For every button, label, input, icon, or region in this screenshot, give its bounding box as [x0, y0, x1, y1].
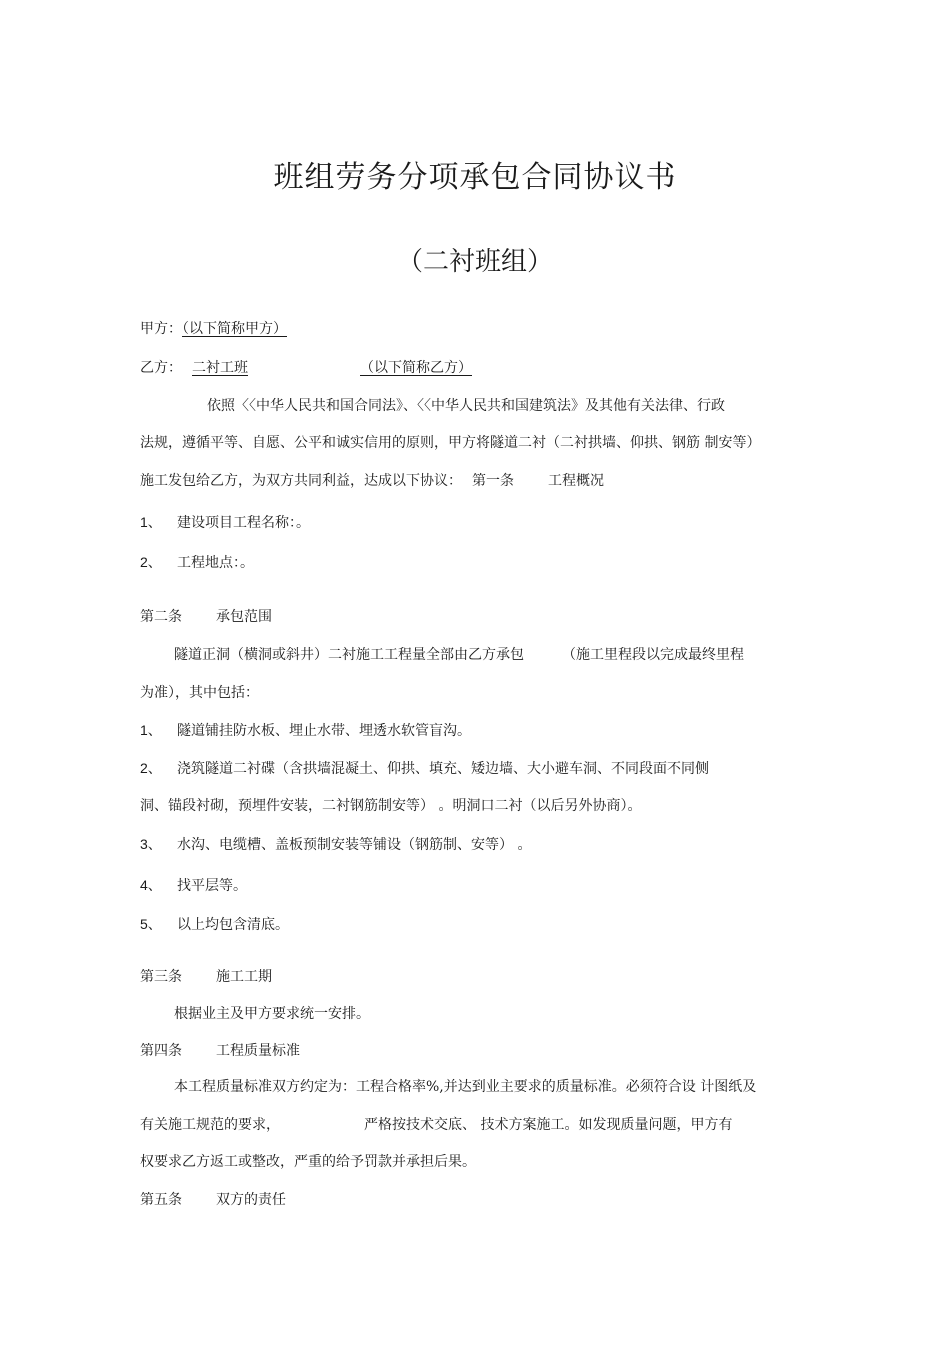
party-a-label: 甲方： [140, 321, 182, 337]
item-number: 1、 [140, 514, 162, 530]
item-text: 浇筑隧道二衬碟（含拱墙混凝土、仰拱、填充、矮边墙、大小避车洞、不同段面不同侧 [177, 761, 709, 777]
article2-item-5 [140, 915, 289, 934]
item-text: 工程地点：。 [177, 555, 254, 571]
article2-item-1 [140, 721, 471, 740]
article2-number: 第二条 [140, 609, 182, 625]
article5-title: 双方的责任 [216, 1192, 286, 1208]
item-text: 建设项目工程名称：。 [177, 515, 310, 531]
item-number: 2、 [140, 554, 162, 570]
party-b-line [140, 359, 472, 377]
article4-number: 第四条 [140, 1043, 182, 1059]
article1-number: 第一条 [472, 473, 514, 489]
intro-line-2: 法规，遵循平等、自愿、公平和诚实信用的原则，甲方将隧道二衬（二衬拱墙、仰拱、钢筋 制安等） [140, 435, 761, 451]
intro-line-3 [140, 472, 604, 490]
article3-title: 施工工期 [216, 969, 272, 985]
item-text: 隧道铺挂防水板、埋止水带、埋透水软管盲沟。 [177, 723, 471, 739]
intro-line-3-text: 施工发包给乙方，为双方共同利益，达成以下协议： [140, 473, 462, 489]
article2-para-line-2: 为准），其中包括： [140, 685, 259, 701]
article2-item-2-continued: 洞、锚段衬砌，预埋件安装，二衬钢筋制安等） 。明洞口二衬（以后另外协商）。 [140, 798, 642, 814]
article4-line-3: 权要求乙方返工或整改，严重的给予罚款并承担后果。 [140, 1154, 476, 1170]
intro-line-1: 依照〈〈中华人民共和国合同法》、〈〈中华人民共和国建筑法》及其他有关法律、行政 [207, 398, 725, 414]
article4-title: 工程质量标准 [216, 1043, 300, 1059]
item-number: 4、 [140, 877, 162, 893]
party-b-underlined [182, 360, 472, 376]
article2-para-b: （施工里程段以完成最终里程 [562, 647, 744, 663]
item-text: 水沟、电缆槽、盖板预制安装等铺设（钢筋制、安等） 。 [177, 837, 532, 853]
article3-text: 根据业主及甲方要求统一安排。 [174, 1006, 370, 1022]
item-number: 3、 [140, 836, 162, 852]
article4-line-2b: 严格按技术交底、 技术方案施工。如发现质量问题，甲方有 [364, 1117, 733, 1133]
article1-title: 工程概况 [548, 473, 604, 489]
article2-item-3 [140, 835, 531, 854]
article5-heading [140, 1191, 286, 1209]
party-a-value: （以下简称甲方） [182, 321, 287, 337]
item-text: 找平层等。 [177, 878, 247, 894]
document-title: 班组劳务分项承包合同协议书 [273, 160, 677, 195]
article2-heading [140, 608, 272, 626]
item-number: 5、 [140, 916, 162, 932]
article1-item-2 [140, 553, 254, 572]
item-number: 1、 [140, 722, 162, 738]
party-b-label: 乙方： [140, 360, 182, 376]
party-b-name: 二衬工班 [192, 360, 248, 376]
article1-item-1 [140, 513, 310, 532]
article2-item-2 [140, 759, 709, 778]
article2-title: 承包范围 [216, 609, 272, 625]
item-text: 以上均包含清底。 [177, 917, 289, 933]
document-subtitle: （二衬班组） [396, 247, 553, 277]
party-b-suffix: （以下简称乙方） [360, 360, 472, 376]
item-number: 2、 [140, 760, 162, 776]
article4-line-2a: 有关施工规范的要求， [140, 1117, 280, 1133]
article4-line-1: 本工程质量标准双方约定为：工程合格率%,并达到业主要求的质量标准。必须符合设 计图纸及 [174, 1079, 757, 1095]
article5-number: 第五条 [140, 1192, 182, 1208]
article2-item-4 [140, 876, 247, 895]
article2-para-a: 隧道正洞（横洞或斜井）二衬施工工程量全部由乙方承包 [174, 647, 524, 663]
article2-para-line-1 [174, 646, 744, 664]
article4-line-2 [140, 1116, 732, 1134]
article3-heading [140, 968, 272, 986]
party-a-line [140, 320, 287, 338]
article3-number: 第三条 [140, 969, 182, 985]
article4-heading [140, 1042, 300, 1060]
